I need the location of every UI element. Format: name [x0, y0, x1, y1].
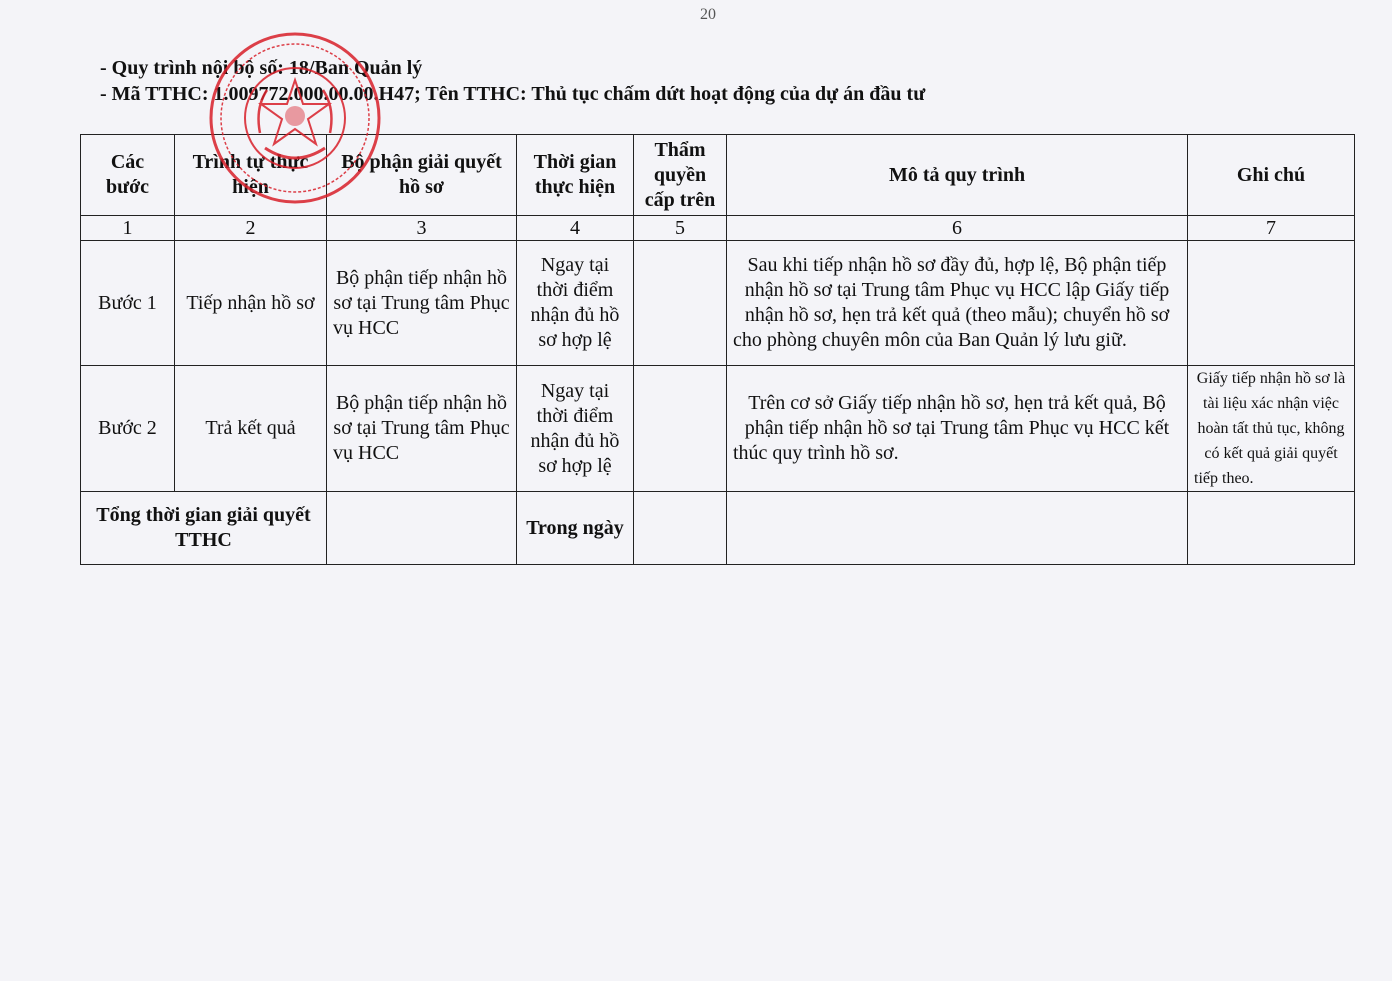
total-authority-cell: [634, 492, 727, 565]
total-row: [81, 492, 1355, 565]
col-header-authority: Thẩm quyền cấp trên: [634, 135, 727, 216]
description-cell: Sau khi tiếp nhận hồ sơ đầy đủ, hợp lệ, Bộ phận tiếp nhận hồ sơ tại Trung tâm Phục vụ HCC lập Giấy tiếp nhận hồ sơ, hẹn trả kết quả (theo mẫu); chuyển hồ sơ cho phòng chuyên môn của Ban Quản lý lưu giữ.: [727, 241, 1188, 366]
total-time-cell: Trong ngày: [517, 492, 634, 565]
time-cell: Ngay tại thời điểm nhận đủ hồ sơ hợp lệ: [517, 241, 634, 366]
authority-cell: [634, 366, 727, 492]
column-number: 5: [634, 216, 727, 241]
column-number: 3: [327, 216, 517, 241]
department-cell: Bộ phận tiếp nhận hồ sơ tại Trung tâm Phục vụ HCC: [327, 241, 517, 366]
column-number: 6: [727, 216, 1188, 241]
table-row: [81, 366, 1355, 492]
col-header-sequence: Trình tự thực hiện: [175, 135, 327, 216]
authority-cell: [634, 241, 727, 366]
column-number: 4: [517, 216, 634, 241]
step-cell: Bước 2: [81, 366, 175, 492]
col-header-note: Ghi chú: [1188, 135, 1355, 216]
description-cell: Trên cơ sở Giấy tiếp nhận hồ sơ, hẹn trả kết quả, Bộ phận tiếp nhận hồ sơ tại Trung tâm Phục vụ HCC kết thúc quy trình hồ sơ.: [727, 366, 1188, 492]
column-number: 2: [175, 216, 327, 241]
process-table: [80, 134, 1355, 565]
note-cell: Giấy tiếp nhận hồ sơ là tài liệu xác nhận việc hoàn tất thủ tục, không có kết quả giải quyết tiếp theo.: [1188, 366, 1355, 492]
time-cell: Ngay tại thời điểm nhận đủ hồ sơ hợp lệ: [517, 366, 634, 492]
column-number: 1: [81, 216, 175, 241]
document-header: [100, 55, 925, 107]
total-description-cell: [727, 492, 1188, 565]
step-cell: Bước 1: [81, 241, 175, 366]
table-header-row: [81, 135, 1355, 216]
table-row: [81, 241, 1355, 366]
page-number: 20: [700, 6, 716, 23]
note-cell: [1188, 241, 1355, 366]
total-department-cell: [327, 492, 517, 565]
col-header-department: Bộ phận giải quyết hồ sơ: [327, 135, 517, 216]
sequence-cell: Tiếp nhận hồ sơ: [175, 241, 327, 366]
column-number: 7: [1188, 216, 1355, 241]
sequence-cell: Trả kết quả: [175, 366, 327, 492]
col-header-steps: Các bước: [81, 135, 175, 216]
col-header-description: Mô tả quy trình: [727, 135, 1188, 216]
procedure-code-line: - Mã TTHC: 1.009772.000.00.00.H47; Tên TTHC: Thủ tục chấm dứt hoạt động của dự án đầu tư: [100, 83, 926, 105]
column-number-row: [81, 216, 1355, 241]
total-label-cell: Tổng thời gian giải quyết TTHC: [81, 492, 327, 565]
internal-process-line: - Quy trình nội bộ số: 18/Ban Quản lý: [100, 57, 423, 79]
col-header-time: Thời gian thực hiện: [517, 135, 634, 216]
total-note-cell: [1188, 492, 1355, 565]
department-cell: Bộ phận tiếp nhận hồ sơ tại Trung tâm Phục vụ HCC: [327, 366, 517, 492]
